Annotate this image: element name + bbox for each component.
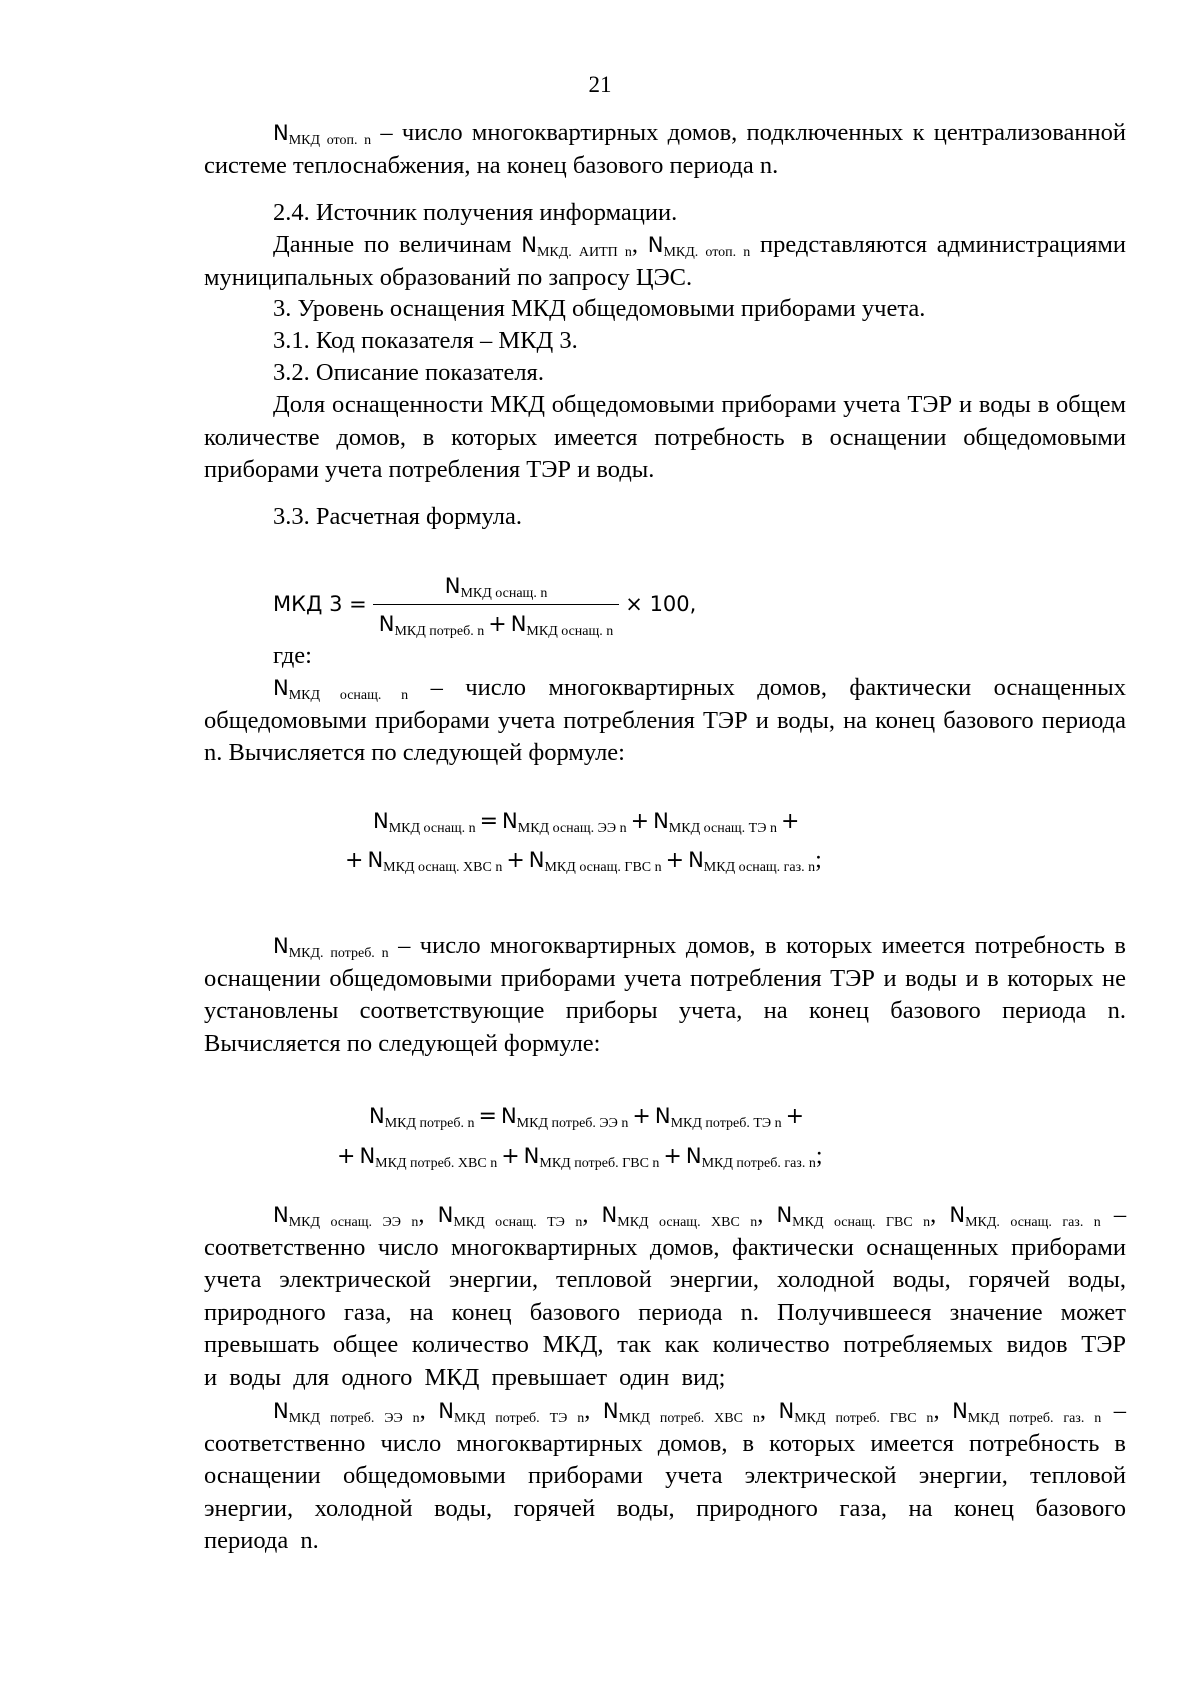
n-symbol: N bbox=[688, 848, 704, 872]
subscript: МКД оснащ. ГВС n bbox=[792, 1215, 931, 1230]
subscript: МКД потреб. ЭЭ n bbox=[288, 1411, 420, 1426]
needed-definition bbox=[204, 930, 1126, 1060]
n-symbol: N bbox=[373, 809, 389, 833]
n-symbol: N bbox=[437, 1203, 454, 1227]
fraction-denominator bbox=[373, 605, 620, 640]
formula-fraction bbox=[373, 571, 620, 640]
subscript: МКД потреб. ТЭ n bbox=[454, 1411, 585, 1426]
comma: , bbox=[582, 1201, 589, 1228]
section-3-1-heading: 3.1. Код показателя – МКД 3. bbox=[273, 327, 578, 354]
subscript: МКД отоп. n bbox=[288, 133, 372, 148]
subscript: МКД потреб. n bbox=[384, 1116, 475, 1131]
where-label: где: bbox=[273, 642, 312, 669]
needed-formula-line-1 bbox=[369, 1101, 808, 1132]
page-number: 21 bbox=[588, 72, 612, 97]
comma: , bbox=[930, 1201, 937, 1228]
n-symbol: N bbox=[685, 1144, 702, 1168]
comma: , bbox=[418, 1201, 425, 1228]
n-symbol: N bbox=[369, 1104, 385, 1128]
equals-sign: = bbox=[478, 1104, 497, 1129]
subscript: МКД потреб. газ. n bbox=[701, 1156, 816, 1171]
n-symbol: N bbox=[952, 1399, 968, 1423]
n-symbol: N bbox=[601, 1203, 618, 1227]
equals-sign: = bbox=[479, 809, 499, 834]
n-symbol: N bbox=[359, 1144, 376, 1168]
subscript: МКД. отоп. n bbox=[663, 245, 751, 260]
subscript: МКД оснащ. ХВС n bbox=[383, 860, 503, 875]
n-symbol: N bbox=[653, 809, 669, 833]
n-symbol: N bbox=[273, 121, 289, 145]
subscript: МКД оснащ. ТЭ n bbox=[668, 821, 777, 836]
plus-sign: + bbox=[488, 612, 507, 637]
plus-sign: + bbox=[501, 1144, 520, 1169]
plus-sign: + bbox=[506, 848, 525, 873]
subscript: МКД потреб. газ. n bbox=[967, 1411, 1102, 1426]
comma: , bbox=[759, 1397, 766, 1424]
subscript: МКД оснащ. ГВС n bbox=[544, 860, 662, 875]
plus-sign: + bbox=[337, 1144, 356, 1169]
n-symbol: N bbox=[438, 1399, 455, 1423]
needed-formula-line-2 bbox=[333, 1141, 823, 1172]
n-symbol: N bbox=[949, 1203, 966, 1227]
fraction-numerator bbox=[373, 571, 620, 605]
n-symbol: N bbox=[654, 1104, 671, 1128]
equipped-list-paragraph bbox=[204, 1199, 1126, 1394]
subscript: МКД. оснащ. газ. n bbox=[965, 1215, 1101, 1230]
subscript: МКД потреб. ХВС n bbox=[375, 1156, 498, 1171]
semicolon: ; bbox=[815, 1143, 823, 1169]
plus-sign: + bbox=[785, 1104, 805, 1129]
plus-sign: + bbox=[780, 809, 800, 834]
n-symbol: N bbox=[647, 233, 664, 257]
subscript: МКД потреб. ГВС n bbox=[794, 1411, 934, 1426]
comma: , bbox=[419, 1397, 426, 1424]
intro-paragraph bbox=[204, 117, 1126, 182]
subscript: МКД оснащ. n bbox=[460, 586, 548, 601]
n-symbol: N bbox=[273, 1399, 289, 1423]
equipped-formula-line-1 bbox=[373, 806, 803, 837]
plus-sign: + bbox=[632, 1104, 651, 1129]
n-symbol: N bbox=[273, 1203, 289, 1227]
paragraph-text: – число многоквартирных домов, подключенных к централизованной системе теплоснабжения, на конец базового периода n. bbox=[204, 119, 1127, 179]
subscript: МКД оснащ. n bbox=[388, 821, 476, 836]
subscript: МКД оснащ. ЭЭ n bbox=[517, 821, 627, 836]
subscript: МКД. АИТП n bbox=[536, 245, 632, 260]
needed-list-paragraph bbox=[204, 1395, 1126, 1558]
plus-sign: + bbox=[665, 848, 685, 873]
paragraph-text: – соответственно число многоквартирных домов, фактически оснащенных приборами учета электрической энергии, тепловой энергии, холодной воды, горячей воды, природного газа, на конец базового периода n. Получившееся значение может превышать общее количество МКД, так как количество потребляемых видов ТЭР и воды для одного МКД превышает один вид; bbox=[204, 1201, 1127, 1391]
subscript: МКД. потреб. n bbox=[288, 946, 389, 961]
n-symbol: N bbox=[523, 1144, 540, 1168]
n-symbol: N bbox=[378, 612, 395, 636]
semicolon: ; bbox=[815, 847, 822, 873]
comma: , bbox=[757, 1201, 764, 1228]
n-symbol: N bbox=[510, 612, 527, 636]
n-symbol: N bbox=[528, 848, 545, 872]
comma: , bbox=[933, 1397, 940, 1424]
subscript: МКД потреб. ЭЭ n bbox=[516, 1116, 629, 1131]
subscript: МКД оснащ. n bbox=[526, 624, 614, 639]
formula-lhs: МКД 3 = bbox=[273, 592, 367, 617]
section-3-2-heading: 3.2. Описание показателя. bbox=[273, 359, 544, 386]
paragraph-text: Данные по величинам bbox=[273, 231, 522, 258]
paragraph-text: – соответственно число многоквартирных домов, в которых имеется потребность в оснащении общедомовыми приборами учета электрической энергии, тепловой энергии, холодной воды, горячей воды, природного газа, на конец базового периода n. bbox=[204, 1397, 1126, 1554]
n-symbol: N bbox=[776, 1203, 793, 1227]
formula-multiplier: × 100, bbox=[625, 592, 697, 617]
section-3-heading: 3. Уровень оснащения МКД общедомовыми приборами учета. bbox=[273, 295, 926, 322]
subscript: МКД потреб. n bbox=[394, 624, 485, 639]
n-symbol: N bbox=[778, 1399, 795, 1423]
plus-sign: + bbox=[663, 1144, 682, 1169]
subscript: МКД потреб. ГВС n bbox=[539, 1156, 660, 1171]
n-symbol: N bbox=[273, 676, 289, 700]
n-symbol: N bbox=[444, 574, 461, 598]
n-symbol: N bbox=[273, 934, 289, 958]
n-symbol: N bbox=[500, 1104, 517, 1128]
paragraph-text: – число многоквартирных домов, фактически оснащенных общедомовыми приборами учета потребления ТЭР и воды, на конец базового периода n. Вычисляется по следующей формуле: bbox=[204, 674, 1127, 766]
n-symbol: N bbox=[602, 1399, 619, 1423]
equipped-formula-line-2 bbox=[341, 845, 822, 876]
separator: , bbox=[631, 231, 648, 258]
n-symbol: N bbox=[521, 233, 537, 257]
description-paragraph: Доля оснащенности МКД общедомовыми приборами учета ТЭР и воды в общем количестве домов, в которых имеется потребность в оснащении общедомовыми приборами учета потребления ТЭР и воды. bbox=[204, 391, 1126, 483]
plus-sign: + bbox=[630, 809, 650, 834]
section-3-3-heading: 3.3. Расчетная формула. bbox=[273, 503, 522, 530]
subscript: МКД оснащ. n bbox=[288, 688, 409, 703]
paragraph-text: представляются администрациями муниципальных образований по запросу ЦЭС. bbox=[204, 231, 1126, 291]
subscript: МКД оснащ. газ. n bbox=[703, 860, 816, 875]
plus-sign: + bbox=[345, 848, 364, 873]
subscript: МКД оснащ. ТЭ n bbox=[453, 1215, 583, 1230]
section-2-4-heading: 2.4. Источник получения информации. bbox=[273, 199, 678, 226]
subscript: МКД оснащ. ХВС n bbox=[617, 1215, 758, 1230]
comma: , bbox=[584, 1397, 591, 1424]
subscript: МКД потреб. ХВС n bbox=[618, 1411, 760, 1426]
paragraph-text: – число многоквартирных домов, в которых имеется потребность в оснащении общедомовыми приборами учета потребления ТЭР и воды и в которых не установлены соответствующие приборы учета, на конец базового периода n. Вычисляется по следующей формуле: bbox=[204, 932, 1126, 1057]
equipped-definition bbox=[204, 672, 1126, 770]
subscript: МКД оснащ. ЭЭ n bbox=[288, 1215, 419, 1230]
data-source-paragraph bbox=[204, 229, 1126, 294]
n-symbol: N bbox=[367, 848, 384, 872]
n-symbol: N bbox=[502, 809, 518, 833]
subscript: МКД потреб. ТЭ n bbox=[670, 1116, 782, 1131]
main-formula bbox=[273, 571, 696, 640]
